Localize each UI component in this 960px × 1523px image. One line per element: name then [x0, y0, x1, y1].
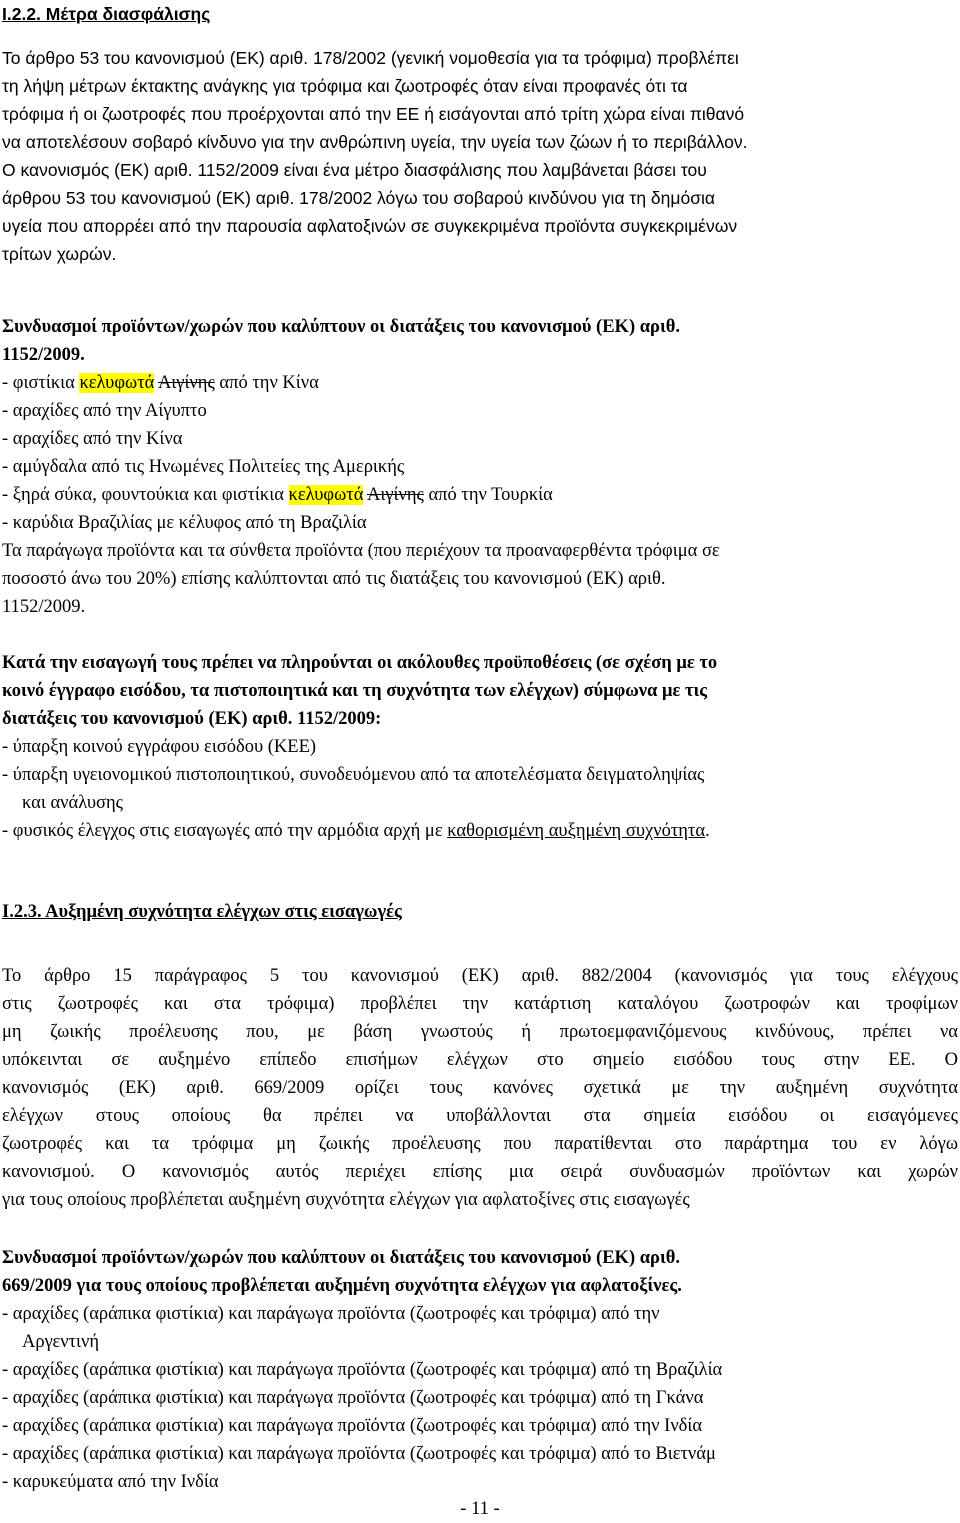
combinations-heading-2	[2, 1244, 958, 1300]
text-line: Συνδυασμοί προϊόντων/χωρών που καλύπτουν οι διατάξεις του κανονισμού (ΕΚ) αριθ.	[2, 1248, 680, 1268]
text-line: Συνδυασμοί προϊόντων/χωρών που καλύπτουν οι διατάξεις του κανονισμού (ΕΚ) αριθ.	[2, 317, 680, 337]
list-item: - αραχίδες (αράπικα φιστίκια) και παράγωγα προϊόντα (ζωοτροφές και τρόφιμα) από την	[2, 1304, 660, 1324]
product-country-list	[2, 369, 958, 537]
struck-text: Αιγίνης	[157, 373, 215, 393]
combinations-heading	[2, 313, 958, 369]
text-line: Το άρθρο 15 παράγραφος 5 του κανονισμού (ΕΚ) αριθ. 882/2004 (κανονισμός για τους ελέγχους	[2, 966, 958, 986]
text-line: άρθρου 53 του κανονισμού (ΕΚ) αριθ. 178/2002 λόγω του σοβαρού κινδύνου για τη δημόσια	[2, 188, 716, 208]
increased-checks-paragraph	[2, 962, 958, 1214]
text-line: μη ζωικής προέλευσης που, με βάση γνωστούς ή πρωτοεμφανιζόμενους κινδύνους, πρέπει να	[2, 1022, 958, 1042]
text-line: να αποτελέσουν σοβαρό κίνδυνο για την ανθρώπινη υγεία, την υγεία των ζώων ή το περιβάλλον.	[2, 132, 748, 152]
text-line: υπόκεινται σε αυξημένο επίπεδο επισήμων ελέγχων στο σημείο εισόδου τους στην ΕΕ. Ο	[2, 1050, 958, 1070]
text-line: τρίτων χωρών.	[2, 244, 117, 264]
text-line: Το άρθρο 53 του κανονισμού (ΕΚ) αριθ. 178/2002 (γενική νομοθεσία για τα τρόφιμα) προβλέπει	[2, 48, 739, 68]
text-line: 1152/2009.	[2, 345, 85, 365]
text-line: ελέγχων στους οποίους θα πρέπει να υποβάλλονται στα σημεία εισόδου οι εισαγόμενες	[2, 1106, 958, 1126]
section-heading-1-2-2: Ι.2.2. Μέτρα διασφάλισης	[2, 4, 211, 24]
struck-text: Αιγίνης	[367, 485, 424, 505]
text-line: υγεία που απορρέει από την παρουσία αφλατοξινών σε συγκεκριμένα προϊόντα συγκεκριμένων	[2, 216, 738, 236]
list-item: - αραχίδες (αράπικα φιστίκια) και παράγωγα προϊόντα (ζωοτροφές και τρόφιμα) από τη Γκάνα	[2, 1388, 704, 1408]
list-item: - αραχίδες (αράπικα φιστίκια) και παράγωγα προϊόντα (ζωοτροφές και τρόφιμα) από τη Βραζιλία	[2, 1360, 723, 1380]
text-line: ποσοστό άνω του 20%) επίσης καλύπτονται από τις διατάξεις του κανονισμού (ΕΚ) αριθ.	[2, 569, 666, 589]
underlined-text: καθορισμένη αυξημένη συχνότητα	[447, 821, 706, 841]
text-line: κανονισμός (ΕΚ) αριθ. 669/2009 ορίζει τους κανόνες σχετικά με την αυξημένη συχνότητα	[2, 1078, 958, 1098]
list-item: - ύπαρξη υγειονομικού πιστοποιητικού, συνοδευόμενου από τα αποτελέσματα δειγματοληψίας	[2, 765, 705, 785]
highlighted-text: κελυφωτά	[288, 485, 364, 505]
text-line: για τους οποίους προβλέπεται αυξημένη συχνότητα ελέγχων για αφλατοξίνες στις εισαγωγές	[2, 1190, 690, 1210]
list-item: - αμύγδαλα από τις Ηνωμένες Πολιτείες της Αμερικής	[2, 457, 405, 477]
import-conditions-list	[2, 733, 958, 845]
text-line: στις ζωοτροφές και στα τρόφιμα) προβλέπει την κατάρτιση καταλόγου ζωοτροφών και τροφίμων	[2, 994, 958, 1014]
import-conditions-heading	[2, 649, 958, 733]
page-number: - 11 -	[460, 1499, 500, 1519]
text-line: Τα παράγωγα προϊόντα και τα σύνθετα προϊόντα (που περιέχουν τα προαναφερθέντα τρόφιμα σε	[2, 541, 720, 561]
text-line: διατάξεις του κανονισμού (ΕΚ) αριθ. 1152/2009:	[2, 709, 382, 729]
text-line: 669/2009 για τους οποίους προβλέπεται αυξημένη συχνότητα ελέγχων για αφλατοξίνες.	[2, 1276, 682, 1296]
highlighted-text: κελυφωτά	[79, 373, 155, 393]
text-line: ζωοτροφές και τα τρόφιμα μη ζωικής προέλευσης που παρατίθενται στο παράρτημα του εν λόγω	[2, 1134, 958, 1154]
list-item: - φυσικός έλεγχος στις εισαγωγές από την αρμόδια αρχή με καθορισμένη αυξημένη συχνότητα.	[2, 821, 710, 841]
text-line: κοινό έγγραφο εισόδου, τα πιστοποιητικά και τη συχνότητα των ελέγχων) σύμφωνα με τις	[2, 681, 708, 701]
text-line: Ο κανονισμός (ΕΚ) αριθ. 1152/2009 είναι ένα μέτρο διασφάλισης που λαμβάνεται βάσει του	[2, 160, 707, 180]
text-line: 1152/2009.	[2, 597, 86, 617]
derived-products-paragraph	[2, 537, 958, 621]
list-item: - ύπαρξη κοινού εγγράφου εισόδου (ΚΕΕ)	[2, 737, 317, 757]
intro-paragraph	[2, 44, 958, 268]
list-item: - φιστίκια κελυφωτά Αιγίνης από την Κίνα	[2, 373, 319, 393]
list-item-continuation: Αργεντινή	[22, 1332, 100, 1352]
aflatoxin-checks-list	[2, 1300, 958, 1496]
section-heading-1-2-3: Ι.2.3. Αυξημένη συχνότητα ελέγχων στις εισαγωγές	[2, 902, 402, 922]
list-item: - αραχίδες από την Αίγυπτο	[2, 401, 207, 421]
list-item-continuation: και ανάλυσης	[22, 793, 123, 813]
text-line: τρόφιμα ή οι ζωοτροφές που προέρχονται από την ΕΕ ή εισάγονται από τρίτη χώρα είναι πιθανό	[2, 104, 745, 124]
list-item: - καρυκεύματα από την Ινδία	[2, 1472, 219, 1492]
list-item: - αραχίδες από την Κίνα	[2, 429, 183, 449]
list-item: - καρύδια Βραζιλίας με κέλυφος από τη Βραζιλία	[2, 513, 367, 533]
text-line: κανονισμού. Ο κανονισμός αυτός περιέχει επίσης μια σειρά συνδυασμών προϊόντων και χωρών	[2, 1162, 958, 1182]
list-item: - αραχίδες (αράπικα φιστίκια) και παράγωγα προϊόντα (ζωοτροφές και τρόφιμα) από την Ινδία	[2, 1416, 703, 1436]
list-item: - αραχίδες (αράπικα φιστίκια) και παράγωγα προϊόντα (ζωοτροφές και τρόφιμα) από το Βιετνάμ	[2, 1444, 716, 1464]
text-line: Κατά την εισαγωγή τους πρέπει να πληρούνται οι ακόλουθες προϋποθέσεις (σε σχέση με το	[2, 653, 718, 673]
list-item: - ξηρά σύκα, φουντούκια και φιστίκια κελυφωτά Αιγίνης από την Τουρκία	[2, 485, 553, 505]
text-line: τη λήψη μέτρων έκτακτης ανάγκης για τρόφιμα και ζωοτροφές όταν είναι προφανές ότι τα	[2, 76, 688, 96]
